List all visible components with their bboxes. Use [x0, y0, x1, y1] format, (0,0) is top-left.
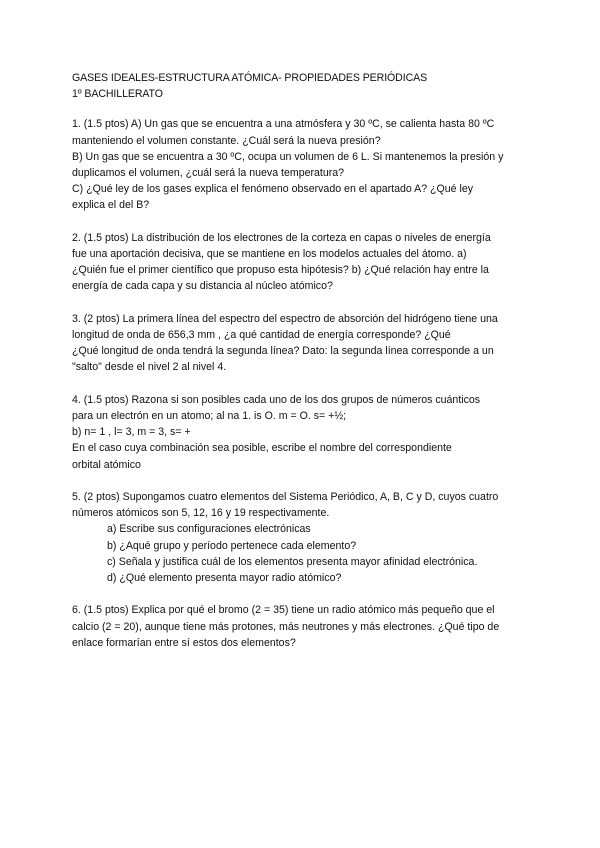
question-line: para un electrón en un atomo; al na 1. is O. m = O. s= +½;	[72, 410, 347, 423]
question-line: 3. (2 ptos) La primera línea del espectro del espectro de absorción del hidrógeno tiene una	[72, 312, 498, 325]
question-line: 4. (1.5 ptos) Razona si son posibles cada uno de los dos grupos de números cuánticos	[72, 393, 481, 406]
sub-item: d) ¿Qué elemento presenta mayor radio atómico?	[107, 572, 342, 585]
question-line: duplicamos el volumen, ¿cuál será la nueva temperatura?	[72, 167, 345, 180]
question-line: longitud de onda de 656,3 mm , ¿a qué cantidad de energía corresponde? ¿Qué	[72, 329, 451, 342]
question-line: ¿Qué longitud de onda tendrá la segunda línea? Dato: la segunda línea corresponde a un	[72, 345, 494, 358]
question-line: explica el del B?	[72, 199, 150, 212]
question-line: orbital atómico	[72, 458, 141, 471]
question-line: fue una aportación decisiva, que se mantiene en los modelos actuales del átomo. a)	[72, 248, 467, 261]
question-line: enlace formarían entre sí estos dos elementos?	[72, 636, 296, 649]
question-line: En el caso cuya combinación sea posible, escribe el nombre del correspondiente	[72, 442, 452, 455]
question-line: ¿Quién fue el primer científico que propuso esta hipótesis? b) ¿Qué relación hay entre la	[72, 264, 489, 277]
document-body	[72, 70, 542, 651]
question-line: 1. (1.5 ptos) A) Un gas que se encuentra a una atmósfera y 30 ºC, se calienta hasta 80 ºC	[72, 118, 495, 131]
question-1	[72, 116, 542, 213]
question-line: b) n= 1 , l= 3, m = 3, s= +	[72, 426, 191, 439]
question-line: C) ¿Qué ley de los gases explica el fenómeno observado en el apartado A? ¿Qué ley	[72, 183, 474, 196]
sub-item: a) Escribe sus configuraciones electrónicas	[107, 523, 311, 536]
question-3	[72, 311, 542, 376]
course-label: 1º BACHILLERATO	[72, 88, 163, 101]
question-line: B) Un gas que se encuentra a 30 ºC, ocupa un volumen de 6 L. Si mantenemos la presión y	[72, 150, 504, 163]
sub-item: c) Señala y justifica cuál de los elementos presenta mayor afinidad electrónica.	[107, 555, 478, 568]
question-line: números atómicos son 5, 12, 16 y 19 respectivamente.	[72, 507, 330, 520]
document-title: GASES IDEALES-ESTRUCTURA ATÓMICA- PROPIEDADES PERIÓDICAS	[72, 72, 428, 84]
question-line: "salto" desde el nivel 2 al nivel 4.	[72, 361, 227, 374]
question-line: 2. (1.5 ptos) La distribución de los electrones de la corteza en capas o niveles de energía	[72, 231, 491, 244]
question-line: 5. (2 ptos) Supongamos cuatro elementos del Sistema Periódico, A, B, C y D, cuyos cuatro	[72, 491, 499, 504]
question-2	[72, 230, 542, 295]
document-header	[72, 70, 542, 102]
question-6	[72, 602, 542, 651]
question-line: energía de cada capa y su distancia al núcleo atómico?	[72, 280, 333, 293]
sub-item: b) ¿Aqué grupo y período pertenece cada elemento?	[107, 539, 357, 552]
question-line: manteniendo el volumen constante. ¿Cuál será la nueva presión?	[72, 134, 381, 147]
question-5	[72, 489, 542, 586]
question-4	[72, 392, 542, 473]
question-line: calcio (2 = 20), aunque tiene más protones, más neutrones y más electrones. ¿Qué tipo de	[72, 620, 500, 633]
question-line: 6. (1.5 ptos) Explica por qué el bromo (2 = 35) tiene un radio atómico más pequeño que el	[72, 604, 495, 617]
